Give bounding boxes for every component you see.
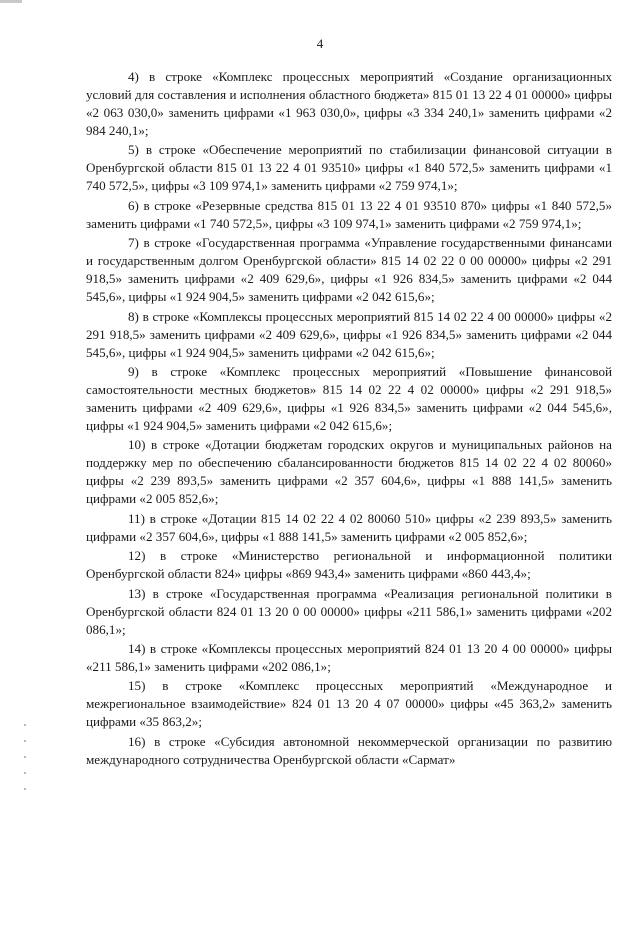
document-body [86,68,612,770]
scan-dot [24,740,26,742]
amendment-item-10: 10) в строке «Дотации бюджетам городских округов и муниципальных районов на поддержку мер по обеспечению сбалансированности бюджетов 815 14 02 22 4 02 80060» цифры «2 239 893,5» заменить цифрами «2 357 604,6», цифры «1 888 141,5» заменить цифрами «2 005 852,6»; [86,437,612,507]
amendment-item-14: 14) в строке «Комплексы процессных мероприятий 824 01 13 20 4 00 00000» цифры «211 586,1» заменить цифрами «202 086,1»; [86,640,612,674]
amendment-item-6: 6) в строке «Резервные средства 815 01 13 22 4 01 93510 870» цифры «1 840 572,5» заменить цифрами «1 740 572,5», цифры «3 109 974,1» заменить цифрами «2 759 974,1»; [86,197,612,231]
amendment-item-7: 7) в строке «Государственная программа «Управление государственными финансами и государственным долгом Оренбургской области» 815 14 02 22 0 00 00000» цифры «2 291 918,5» заменить цифрами «2 409 629,6», цифры «1 926 834,5» заменить цифрами «2 044 545,6», цифры «1 924 904,5» заменить цифрами «2 042 615,6»; [86,235,612,305]
scan-dot [24,724,26,726]
amendment-item-11: 11) в строке «Дотации 815 14 02 22 4 02 80060 510» цифры «2 239 893,5» заменить цифрами «2 357 604,6», цифры «1 888 141,5» заменить цифрами «2 005 852,6»; [86,510,612,544]
amendment-item-13: 13) в строке «Государственная программа «Реализация региональной политики в Оренбургской области 824 01 13 20 0 00 00000» цифры «211 586,1» заменить цифрами «202 086,1»; [86,585,612,637]
amendment-item-4: 4) в строке «Комплекс процессных мероприятий «Создание организационных условий для составления и исполнения областного бюджета» 815 01 13 22 4 01 00000» цифры «2 063 030,0» заменить цифрами «1 963 030,0», цифры «3 334 240,1» заменить цифрами «2 984 240,1»; [86,69,612,138]
amendment-item-9: 9) в строке «Комплекс процессных мероприятий «Повышение финансовой самостоятельности местных бюджетов» 815 14 02 22 4 02 00000» цифры «2 291 918,5» заменить цифрами «2 409 629,6», цифры «1 926 834,5» заменить цифрами «2 044 545,6», цифры «1 924 904,5» заменить цифрами «2 042 615,6»; [86,363,612,433]
amendment-item-12: 12) в строке «Министерство региональной и информационной политики Оренбургской области 824» цифры «869 943,4» заменить цифрами «860 443,4»; [86,548,612,582]
amendment-item-5: 5) в строке «Обеспечение мероприятий по стабилизации финансовой ситуации в Оренбургской области 815 01 13 22 4 01 93510» цифры «1 840 572,5» заменить цифрами «1 740 572,5», цифры «3 109 974,1» заменить цифрами «2 759 974,1»; [86,142,612,194]
amendment-item-8: 8) в строке «Комплексы процессных мероприятий 815 14 02 22 4 00 00000» цифры «2 291 918,5» заменить цифрами «2 409 629,6», цифры «1 926 834,5» заменить цифрами «2 044 545,6», цифры «1 924 904,5» заменить цифрами «2 042 615,6»; [86,308,612,360]
scan-dot [24,788,26,790]
scan-dot [24,772,26,774]
scan-edge-mark [0,0,22,3]
margin-scan-dots [24,724,27,804]
amendment-item-15: 15) в строке «Комплекс процессных мероприятий «Международное и межрегиональное взаимодействие» 824 01 13 20 4 07 00000» цифры «45 363,2» заменить цифрами «35 863,2»; [86,678,612,730]
amendment-item-16: 16) в строке «Субсидия автономной некоммерческой организации по развитию международного сотрудничества Оренбургской области «Сармат» [86,733,612,767]
page-number: 4 [316,36,324,51]
scan-dot [24,756,26,758]
